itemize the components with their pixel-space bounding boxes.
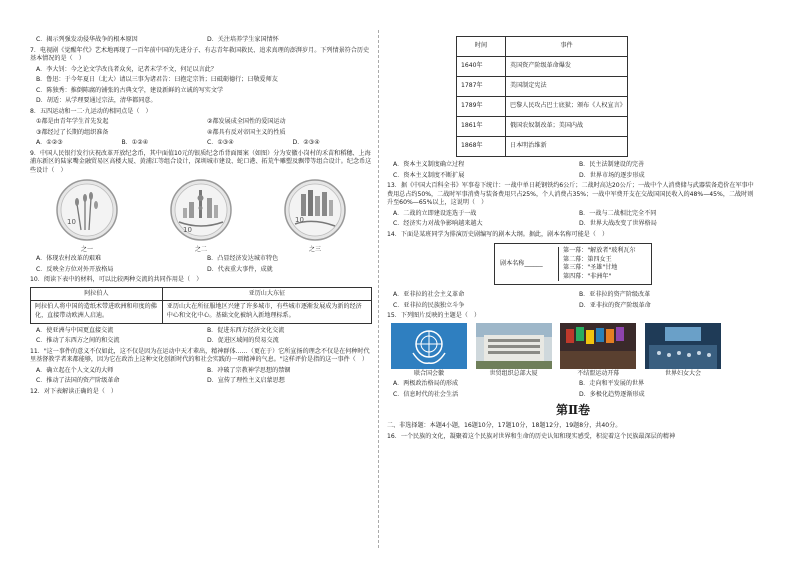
q9-option-a: A．体现农村改革的艰难 bbox=[36, 255, 102, 263]
q11-option-b: B．冲破了宗教神学思想的禁锢 bbox=[207, 366, 291, 374]
q8-item-1: ①都是由青年学生首先发起 bbox=[36, 118, 109, 126]
q13-option-b: B．一战与二战相比完全不同 bbox=[579, 209, 657, 217]
q9-options-row1 bbox=[30, 255, 372, 264]
q9-option-c: C．反映全方位对外开放格局 bbox=[36, 265, 114, 273]
q12-option-a: A．资本主义制度确立过程 bbox=[393, 161, 465, 168]
q15-option-c: C．信息时代的社会生活 bbox=[393, 390, 459, 398]
q8-item-4: ④都具有反对帝国主义的性质 bbox=[207, 128, 286, 136]
coin-1-caption: 之一 bbox=[80, 245, 93, 253]
q7-stem: 7．电视剧《觉醒年代》艺术地再现了一百年前中国的先进分子、有志青年救国救民、追求真理的澎湃岁月。下列情景符合历史基本情况的是（ ） bbox=[30, 46, 370, 63]
q8-items-row2 bbox=[30, 129, 372, 138]
q14-act-1: 第一幕："解放者"玻利瓦尔 bbox=[563, 247, 636, 255]
q12-header-event: 事件 bbox=[506, 37, 628, 57]
q11-option-a: A．确立起在个人文义的大师 bbox=[36, 366, 114, 374]
q10-cell-alexander: 亚历山大在所征服地区兴建了许多城市，有些城市逐渐发展成为新的经济中心和文化中心。基础文化被纳入新地理标系。 bbox=[162, 301, 371, 323]
q11-option-c: C．推动了法国的资产阶级革命 bbox=[36, 377, 120, 385]
q11-options-row2 bbox=[30, 377, 372, 386]
table-row bbox=[457, 117, 628, 137]
q9-option-b: B．凸显经济发达城市特色 bbox=[207, 255, 279, 263]
q10-cell-arabs: 阿拉伯人将中国的造纸术带进欧洲和印度的佛化，直接带动欧洲人启迪。 bbox=[31, 301, 163, 323]
coin-city-icon bbox=[283, 178, 347, 242]
q8-option-c: C．①③④ bbox=[207, 139, 234, 147]
coin-3 bbox=[265, 178, 365, 254]
q13-option-c: C．经济实力对战争影响越来越大 bbox=[393, 220, 483, 228]
q6-option-c: C．揭示列强发动侵华战争的根本原因 bbox=[36, 36, 138, 43]
coin-2-caption: 之二 bbox=[194, 245, 207, 253]
q14-stem: 14．下面是某班同学为排演历史剧编写的剧本大纲。据此，剧本名称可能是（ ） bbox=[387, 230, 609, 238]
right-column bbox=[387, 36, 759, 443]
q12-year: 1861年 bbox=[457, 117, 506, 137]
q12-year: 1640年 bbox=[457, 57, 506, 77]
conference-icon bbox=[645, 323, 721, 369]
q10-options-row2 bbox=[30, 337, 372, 346]
q11-stem: 11．"这一事件的意义不仅如此，这不仅是因为在运动中天才辈出，精神群体……（更在于）它所宣扬的理念不仅是在何种时代里基督教学者来都能够，因为它在政治上这种文化创新时代的和社会实践的一项精神的气息。"这样评价是指的这一事件（ ） bbox=[30, 347, 370, 364]
q8-items-row1 bbox=[30, 118, 372, 127]
q15-option-a: A．两极政治格局的形成 bbox=[393, 380, 459, 388]
q13-options-row1 bbox=[387, 210, 759, 219]
q15-photos bbox=[391, 323, 721, 378]
coin-1-denom: 10 bbox=[67, 218, 76, 227]
q7-option-d: D．胡适：从学理要通过宗法，清华都同意。 bbox=[36, 97, 157, 105]
building-icon bbox=[476, 323, 552, 369]
q9-option-d: D．代表重大事件，成就 bbox=[207, 265, 273, 273]
q11-option-d: D．宣传了理性主义启蒙思想 bbox=[207, 377, 285, 385]
q12-year: 1789年 bbox=[457, 97, 506, 117]
q6-option-d: D．关注培养学生家国情怀 bbox=[207, 36, 279, 43]
q12-option-d: D．世界市场的逐步形成 bbox=[579, 171, 645, 179]
q7-option-b: B．鲁迅：于今年夏日（北大）请以三事为诸君告：曰抱定宗旨；曰砥砺德行；曰敬爱师友 bbox=[36, 76, 278, 84]
q12-option-c: C．资本主义制度不断扩展 bbox=[393, 171, 465, 179]
q10-option-d: D．促进区域间的贸易交流 bbox=[207, 337, 279, 345]
q10-header-alexander: 亚历山大东征 bbox=[162, 287, 371, 301]
q11-options-row1 bbox=[30, 367, 372, 376]
coin-rice-icon bbox=[55, 178, 119, 242]
q15-photo-wto bbox=[476, 323, 552, 378]
q8-stem: 8．五四运动和一二·九运动的相同点是（ ） bbox=[30, 107, 152, 115]
q15-photo-nam bbox=[560, 323, 636, 378]
q15-options-row1 bbox=[387, 380, 759, 389]
q12-year: 1787年 bbox=[457, 77, 506, 97]
q14-option-a: A．亚非拉的社会主义革命 bbox=[393, 291, 465, 299]
q12-options-row1 bbox=[387, 161, 759, 170]
un-emblem-icon bbox=[391, 323, 467, 369]
coin-3-denom: 10 bbox=[295, 216, 304, 225]
part-2-title: 第Ⅱ卷 bbox=[555, 403, 591, 418]
q13-options-row2 bbox=[387, 220, 759, 229]
flags-icon bbox=[560, 323, 636, 369]
q10-option-a: A．使亚洲与中国更直接交流 bbox=[36, 326, 114, 334]
q14-script-name: 剧本名称______ bbox=[500, 260, 543, 268]
part-2-intro: 二、非选择题：本题4小题，16题10分，17题10分，18题12分，19题8分，共40分。 bbox=[387, 422, 622, 430]
q8-option-d: D．②③④ bbox=[292, 139, 320, 147]
q15-option-b: B．走向和平发展的世界 bbox=[579, 380, 645, 388]
q12-event: 俄国农奴制改革；美国内战 bbox=[506, 117, 628, 137]
q13-option-a: A．二战的立即建设连选于一战 bbox=[393, 209, 477, 217]
q7-option-a: A．李大钊：今之论文学改良者众矣，记者末学不文，何足以言此？ bbox=[36, 65, 217, 73]
q9-options-row2 bbox=[30, 266, 372, 275]
q8-item-2: ②都发展成全国性的爱国运动 bbox=[207, 118, 286, 126]
q8-option-b: B．①②④ bbox=[121, 139, 149, 147]
q15-options-row2 bbox=[387, 391, 759, 400]
q14-options-row1 bbox=[387, 291, 759, 300]
q13-option-d: D．世界大战改变了世界格局 bbox=[579, 220, 657, 228]
q15-photo-women bbox=[645, 323, 721, 378]
q12-event: 美国制定宪法 bbox=[506, 77, 628, 97]
q14-act-3: 第三幕："圣雄"甘地 bbox=[563, 264, 618, 272]
q12-table bbox=[456, 36, 628, 157]
q9-stem: 9．中国人民银行发行庆祝改革开放纪念币，其中面值10元的银质纪念币背面图案（如图）分为安徽小岗村的禾苗和稻穗、上海浦东新区的陆家嘴金融贸易区高楼大厦、黄浦江等组合设计，深圳城市建设、蛇口港、拓荒牛雕塑及飘带等组合设计。纪念币这些设计（ ） bbox=[30, 149, 372, 174]
q14-options-row2 bbox=[387, 302, 759, 311]
q6-options bbox=[30, 36, 372, 45]
q8-item-3: ③都经过了长期的组织准备 bbox=[36, 128, 109, 136]
q14-act-4: 第四幕："非洲年" bbox=[563, 272, 612, 280]
q14-script-box bbox=[494, 243, 652, 285]
q14-option-c: C．亚非拉的民族独立斗争 bbox=[393, 301, 465, 309]
q15-caption-2: 世贸组织总部大厦 bbox=[489, 369, 538, 377]
q7-option-c: C．陈独秀：推倒陈腐的铺张的古典文学，建设新鲜的立诚的写实文学 bbox=[36, 86, 224, 94]
coin-2-denom: 10 bbox=[183, 226, 192, 235]
q12-option-b: B．民主法制建设的完善 bbox=[579, 161, 645, 168]
coin-images bbox=[30, 178, 372, 254]
q10-options-row1 bbox=[30, 327, 372, 336]
q10-option-c: C．推动了东西方之间的和交流 bbox=[36, 337, 120, 345]
coin-2 bbox=[151, 178, 251, 254]
table-row bbox=[457, 77, 628, 97]
column-divider bbox=[378, 30, 379, 548]
q12-year: 1868年 bbox=[457, 137, 506, 157]
left-column bbox=[30, 36, 372, 398]
coin-skyline-icon bbox=[169, 178, 233, 242]
q13-stem: 13．据《中国大百科全书》军事卷下统计：一战中单日耗钢铁约6公斤；二战时高达20公斤；一战中个人消费储与武器装备造价在军事中费用总占约50%，二战时军事消费与装备费用只占25%，个人消费占35%；一战中军费开支在交战国国民收入的48%—45%，二战时则升至60%—65%以上，这说明（ ） bbox=[387, 182, 754, 207]
q10-option-b: B．促进东西方经济文化交流 bbox=[207, 326, 285, 334]
table-row bbox=[457, 97, 628, 117]
q8-option-a: A．①②③ bbox=[36, 139, 63, 147]
q15-caption-3: 不结盟运动开幕 bbox=[577, 369, 620, 377]
q10-header-arabs: 阿拉伯人 bbox=[31, 287, 163, 301]
q15-stem: 15．下列图片反映的主题是（ ） bbox=[387, 312, 481, 320]
q15-photo-un bbox=[391, 323, 467, 378]
q15-caption-1: 联合国会徽 bbox=[413, 369, 444, 377]
q14-option-b: B．亚非拉的资产阶级改革 bbox=[579, 291, 651, 299]
q14-option-d: D．亚非拉的资产阶级革命 bbox=[579, 301, 651, 309]
q15-caption-4: 世界妇女大会 bbox=[664, 369, 701, 377]
q12-event: 巴黎人民攻占巴士底狱；颁布《人权宣言》 bbox=[506, 97, 628, 117]
q8-options bbox=[30, 139, 372, 148]
q14-act-2: 第二幕：第四女王 bbox=[563, 255, 612, 263]
coin-1 bbox=[37, 178, 137, 254]
q10-stem: 10．阅读下表中的材料，可以比较两种交流的共同作用是（ ） bbox=[30, 276, 203, 284]
q12-stem: 12．对下表解读正确的是（ ） bbox=[30, 387, 117, 395]
table-row bbox=[457, 57, 628, 77]
q15-option-d: D．多极化趋势逐渐形成 bbox=[579, 390, 645, 398]
q10-table bbox=[30, 287, 372, 324]
q12-header-time: 时间 bbox=[457, 37, 506, 57]
q12-event: 日本明治维新 bbox=[506, 137, 628, 157]
coin-3-caption: 之三 bbox=[308, 245, 321, 253]
q12-event: 英国资产阶级革命爆发 bbox=[506, 57, 628, 77]
q14-acts bbox=[558, 247, 646, 281]
q12-options-row2 bbox=[387, 172, 759, 181]
table-row bbox=[457, 137, 628, 157]
q16-stem: 16．一个民族的文化，凝聚着这个民族对世界和生命的历史认知和现实感受，积淀着这个民族最深层的精神 bbox=[387, 432, 676, 440]
